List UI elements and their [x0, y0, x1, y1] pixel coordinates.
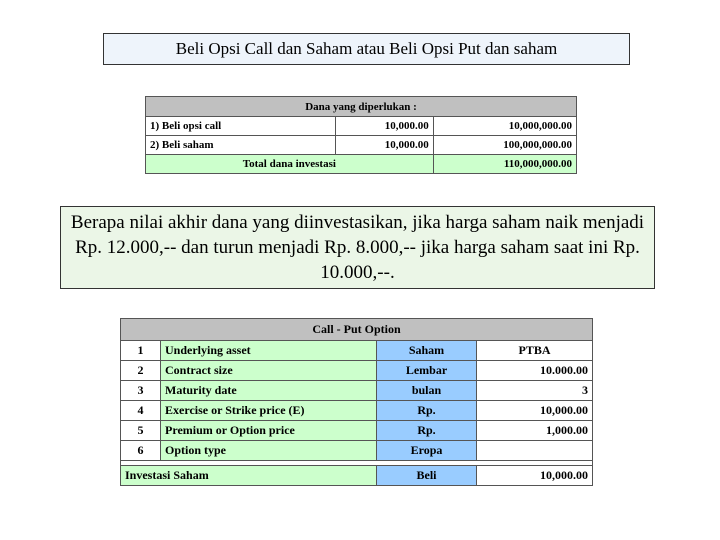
- option-table-header: Call - Put Option: [121, 319, 593, 341]
- row-item: Contract size: [161, 361, 377, 381]
- row-value: 10,000.00: [477, 401, 593, 421]
- row-value: 1,000.00: [477, 421, 593, 441]
- table-row: [146, 136, 577, 155]
- row-number: 5: [121, 421, 161, 441]
- table-row: [121, 441, 593, 461]
- row-value: 3: [477, 381, 593, 401]
- row-item: Exercise or Strike price (E): [161, 401, 377, 421]
- investment-item: Investasi Saham: [121, 466, 377, 486]
- row-number: 4: [121, 401, 161, 421]
- row-number: 6: [121, 441, 161, 461]
- call-put-option-table: [120, 318, 593, 486]
- row-value: PTBA: [477, 341, 593, 361]
- table-row: [121, 421, 593, 441]
- table-row: [121, 381, 593, 401]
- question-box: Berapa nilai akhir dana yang diinvestasikan, jika harga saham naik menjadi Rp. 12.000,-- dan turun menjadi Rp. 8.000,-- jika harga saham saat ini Rp. 10.000,--.: [60, 206, 655, 289]
- row-price: 10,000.00: [336, 136, 434, 155]
- row-item: Maturity date: [161, 381, 377, 401]
- table-row: [121, 401, 593, 421]
- funds-required-table: [145, 96, 577, 174]
- row-label: 1) Beli opsi call: [146, 117, 336, 136]
- investment-value: 10,000.00: [477, 466, 593, 486]
- slide-title: Beli Opsi Call dan Saham atau Beli Opsi Put dan saham: [103, 33, 630, 65]
- table-row: [146, 117, 577, 136]
- total-label: Total dana investasi: [146, 155, 434, 174]
- row-unit: Rp.: [377, 401, 477, 421]
- table-row: [121, 341, 593, 361]
- row-item: Premium or Option price: [161, 421, 377, 441]
- row-item: Underlying asset: [161, 341, 377, 361]
- table-row: [121, 361, 593, 381]
- row-unit: Saham: [377, 341, 477, 361]
- row-number: 2: [121, 361, 161, 381]
- row-unit: bulan: [377, 381, 477, 401]
- row-amount: 10,000,000.00: [433, 117, 576, 136]
- table-row-total: [146, 155, 577, 174]
- row-unit: Lembar: [377, 361, 477, 381]
- row-price: 10,000.00: [336, 117, 434, 136]
- row-amount: 100,000,000.00: [433, 136, 576, 155]
- investment-unit: Beli: [377, 466, 477, 486]
- total-amount: 110,000,000.00: [433, 155, 576, 174]
- row-item: Option type: [161, 441, 377, 461]
- row-label: 2) Beli saham: [146, 136, 336, 155]
- row-number: 1: [121, 341, 161, 361]
- row-unit: Eropa: [377, 441, 477, 461]
- row-value: [477, 441, 593, 461]
- row-unit: Rp.: [377, 421, 477, 441]
- funds-table-header: Dana yang diperlukan :: [146, 97, 577, 117]
- row-number: 3: [121, 381, 161, 401]
- table-row-investment: [121, 466, 593, 486]
- row-value: 10.000.00: [477, 361, 593, 381]
